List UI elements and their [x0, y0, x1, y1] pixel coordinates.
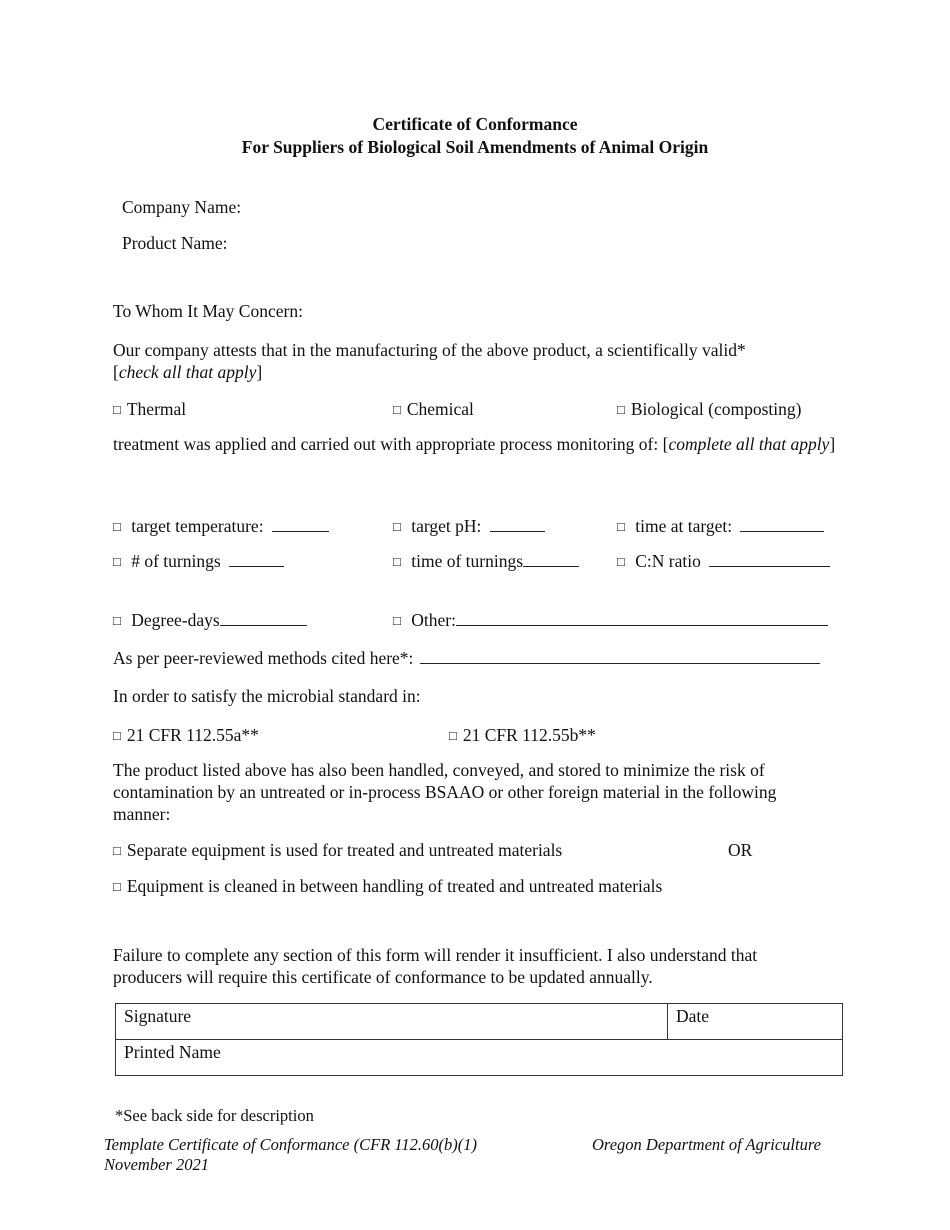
checkbox-chemical[interactable] [393, 399, 474, 420]
monitoring-instruction-close: ] [829, 434, 836, 454]
checkbox-separate-equipment[interactable] [113, 840, 562, 861]
date-label: Date [676, 1006, 710, 1026]
peer-reviewed-blank[interactable] [420, 648, 820, 664]
cn-ratio-blank[interactable] [709, 551, 830, 567]
cfr-112-55a-label: 21 CFR 112.55a** [126, 725, 259, 745]
peer-reviewed-label: As per peer-reviewed methods cited here*: [113, 648, 414, 668]
checkbox-target-ph[interactable] [393, 516, 545, 537]
monitoring-paragraph [113, 433, 838, 455]
num-turnings-label: # of turnings [131, 551, 221, 571]
target-temperature-blank[interactable] [272, 516, 329, 532]
handling-paragraph: The product listed above has also been handled, conveyed, and stored to minimize the risk of contamination by an untreated or in-process BSAAO or other foreign material in the following manner: [113, 760, 777, 824]
footer-template-line: Template Certificate of Conformance (CFR 112.60(b)(1) [104, 1135, 478, 1154]
salutation: To Whom It May Concern: [113, 301, 303, 321]
attest-text: Our company attests that in the manufacturing of the above product, a scientifically valid* [113, 340, 746, 360]
peer-reviewed-line [113, 648, 820, 669]
attest-instruction-open: [ [113, 362, 119, 382]
footnote: *See back side for description [115, 1106, 314, 1125]
signature-label: Signature [124, 1006, 192, 1026]
company-name-label: Company Name: [122, 197, 242, 217]
checkbox-time-at-target[interactable] [617, 516, 824, 537]
num-turnings-blank[interactable] [229, 551, 284, 567]
other-blank[interactable] [456, 610, 828, 626]
checkbox-cfr-112-55a[interactable] [113, 725, 259, 746]
checkbox-time-of-turnings[interactable] [393, 551, 579, 572]
footer-left [104, 1135, 477, 1175]
footer-agency: Oregon Department of Agriculture [592, 1135, 821, 1154]
target-ph-label: target pH: [411, 516, 482, 536]
time-of-turnings-label: time of turnings [411, 551, 524, 571]
target-temperature-label: target temperature: [131, 516, 264, 536]
printed-name-label: Printed Name [124, 1042, 221, 1062]
checkbox-cfr-112-55b[interactable] [449, 725, 596, 746]
printed-name-row [116, 1039, 842, 1075]
checkbox-thermal[interactable] [113, 399, 186, 420]
target-ph-blank[interactable] [490, 516, 545, 532]
time-at-target-blank[interactable] [740, 516, 824, 532]
or-label: OR [728, 840, 753, 860]
time-at-target-label: time at target: [635, 516, 733, 536]
monitoring-instruction: complete all that apply [668, 434, 830, 454]
equipment-cleaned-label: Equipment is cleaned in between handling of treated and untreated materials [126, 876, 663, 896]
certificate-title: Certificate of Conformance [372, 114, 578, 134]
degree-days-blank[interactable] [220, 610, 307, 626]
checkbox-cn-ratio[interactable] [617, 551, 830, 572]
signature-field[interactable] [116, 1004, 668, 1039]
product-name-label: Product Name: [122, 233, 228, 253]
attest-instruction-close: ] [256, 362, 263, 382]
thermal-label: Thermal [126, 399, 187, 419]
checkbox-num-turnings[interactable] [113, 551, 284, 572]
biological-label: Biological (composting) [630, 399, 802, 419]
failure-notice: Failure to complete any section of this form will render it insufficient. I also understand that producers will require this certificate of conformance to be updated annually. [113, 945, 758, 987]
cfr-112-55b-label: 21 CFR 112.55b** [462, 725, 596, 745]
signature-row [116, 1004, 842, 1039]
attest-instruction: check all that apply [118, 362, 257, 382]
checkbox-biological[interactable] [617, 399, 801, 420]
separate-equipment-label: Separate equipment is used for treated and untreated materials [126, 840, 563, 860]
attest-paragraph [113, 339, 838, 383]
printed-name-field[interactable] [116, 1040, 842, 1075]
checkbox-degree-days[interactable] [113, 610, 307, 631]
time-of-turnings-blank[interactable] [523, 551, 579, 567]
signature-table [115, 1003, 843, 1076]
checkbox-equipment-cleaned[interactable] [113, 876, 662, 897]
other-label: Other: [411, 610, 456, 630]
checkbox-target-temperature[interactable] [113, 516, 329, 537]
certificate-subtitle: For Suppliers of Biological Soil Amendments of Animal Origin [241, 137, 709, 157]
degree-days-label: Degree-days [131, 610, 220, 630]
date-field[interactable] [668, 1004, 842, 1039]
monitoring-text: treatment was applied and carried out with appropriate process monitoring of: [ [113, 434, 669, 454]
microbial-standard-label: In order to satisfy the microbial standard in: [113, 686, 421, 706]
chemical-label: Chemical [406, 399, 474, 419]
footer-date-line: November 2021 [104, 1155, 209, 1174]
checkbox-other[interactable] [393, 610, 828, 631]
cn-ratio-label: C:N ratio [635, 551, 701, 571]
